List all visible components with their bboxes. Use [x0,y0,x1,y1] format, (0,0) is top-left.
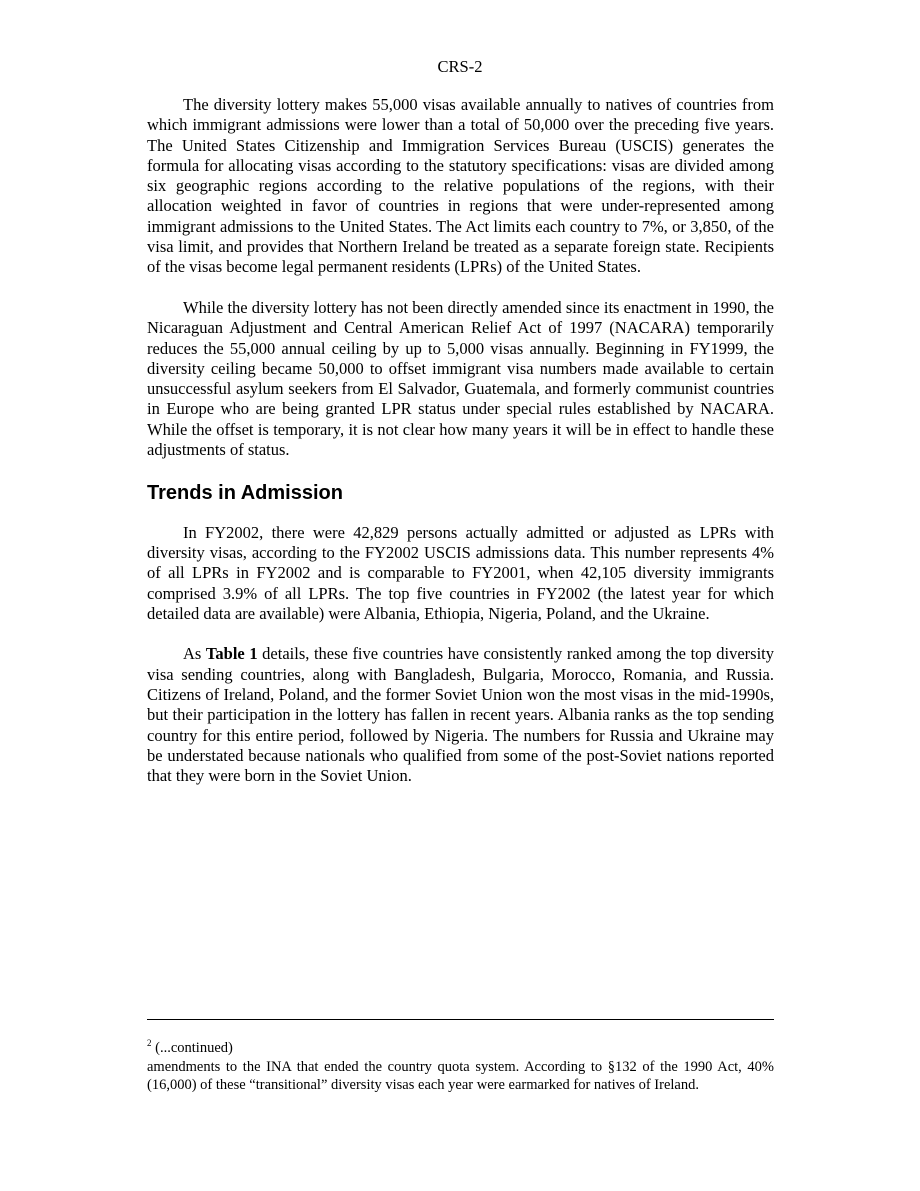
paragraph-diversity-lottery: The diversity lottery makes 55,000 visas available annually to natives of countries from which immigrant admissions were lower than a total of 50,000 over the preceding five years. The United States Citizenship and Immigration Services Bureau (USCIS) generates the formula for allocating visas according to the statutory specifications: visas are divided among six geographic regions according to the relative populations of the regions, with their allocation weighted in favor of countries in regions that were under-represented among immigrant admissions to the United States. The Act limits each country to 7%, or 3,850, of the visa limit, and provides that Northern Ireland be treated as a separate foreign state. Recipients of the visas become legal permanent residents (LPRs) of the United States. [147,95,774,277]
section-heading-trends: Trends in Admission [147,481,343,504]
paragraph-nacara: While the diversity lottery has not been directly amended since its enactment in 1990, the Nicaraguan Adjustment and Central American Relief Act of 1997 (NACARA) temporarily reduces the 55,000 annual ceiling by up to 5,000 visas annually. Beginning in FY1999, the diversity ceiling became 50,000 to offset immigrant visa numbers made available to certain unsuccessful asylum seekers from El Salvador, Guatemala, and formerly communist countries in Europe who are being granted LPR status under special rules established by NACARA. While the offset is temporary, it is not clear how many years it will be in effect to handle these adjustments of status. [147,297,774,460]
footnote-divider [147,1019,774,1020]
footnote-marker: 2 [147,1038,152,1049]
footnote-continued-label: (...continued) [155,1040,233,1056]
footnote-continued-line [147,1039,774,1058]
paragraph-fy2002-admissions: In FY2002, there were 42,829 persons actually admitted or adjusted as LPRs with diversity visas, according to the FY2002 USCIS admissions data. This number represents 4% of all LPRs in FY2002 and is comparable to FY2001, when 42,105 diversity immigrants comprised 3.9% of all LPRs. The top five countries in FY2002 (the latest year for which detailed data are available) were Albania, Ethiopia, Nigeria, Poland, and the Ukraine. [147,522,774,623]
table-1-reference: Table 1 [205,644,258,664]
page-header: CRS-2 [437,57,483,76]
para4-rest: details, these five countries have consistently ranked among the top diversity visa sending countries, along with Bangladesh, Bulgaria, Morocco, Romania, and Russia. Citizens of Ireland, Poland, and the former Soviet Union won the most visas in the mid-1990s, but their participation in the lottery has fallen in recent years. Albania ranks as the top sending country for this entire period, followed by Nigeria. The numbers for Russia and Ukraine may be understated because nationals who qualified from some of the post-Soviet nations reported that they were born in the Soviet Union. [147,644,774,786]
document-body [147,95,774,807]
para4-lead: As [183,644,206,664]
paragraph-table1-details [147,644,774,786]
footnote-area [147,1039,774,1095]
footnote-text: amendments to the INA that ended the country quota system. According to §132 of the 1990 Act, 40% (16,000) of these “transitional” diversity visas each year were earmarked for natives of Ireland. [147,1058,774,1093]
